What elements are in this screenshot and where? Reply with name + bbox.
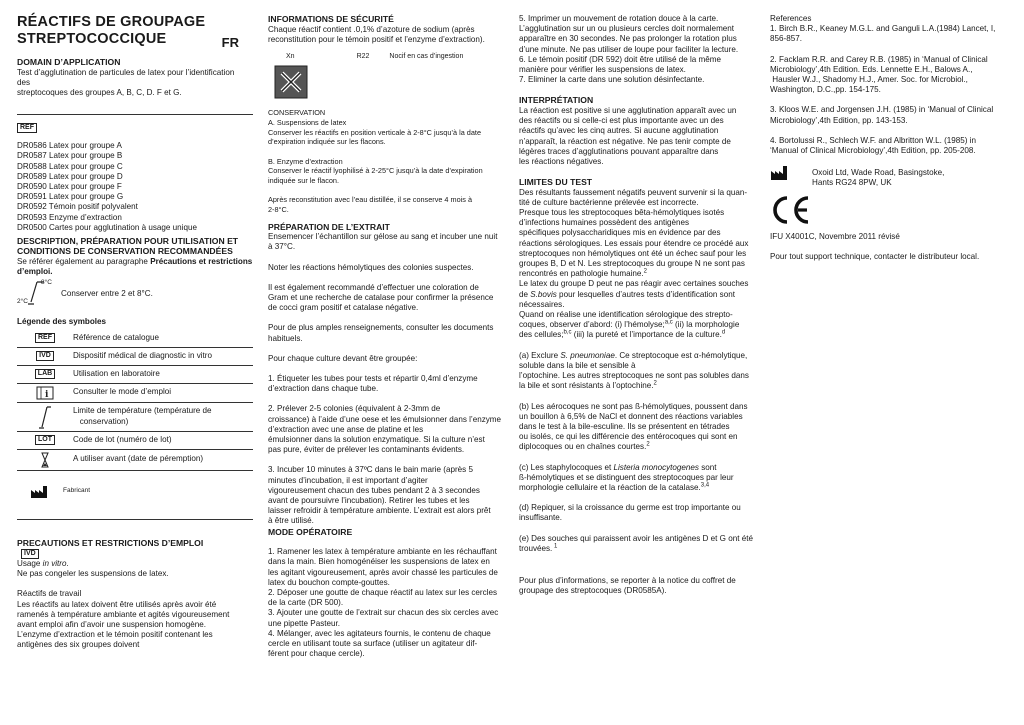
product-item: DR0587 Latex pour groupe B [17, 151, 123, 161]
domain-text: des [17, 77, 31, 87]
column-3: 5. Imprimer un mouvement de rotation douce à la carte. L’agglutination sur un ou plusieurs cercles doit normalement apparaître en 30 secondes. Ne pas prolonger la rotation plus d’une minute. Ne pas utiliser de loupe pour faciliter la lecture. 6. Le témoin positif (DR 592) doit être utilisé de la même manière pour vérifier les suspensions de latex. 7. Eliminer la carte dans une solution désinfectante. INTERPRÉTATION La réaction est positive si une agglutination apparaît avec un des réactifs ou si celle-ci est plus importante avec un des réactifs qu’avec les cinq autres. Si aucune agglutination n’apparaît, la réaction est négative. Ne pas tenir compte de légères traces d’agglutinations pouvant apparaître dans les réactions négatives. LIMITES DU TEST Des résultants faussement négatifs peuvent survenir si la quan- tité de culture bactérienne prélevée est incorrecte. Presque tous les streptocoques bêta-hémolytiques isotés d’infections humaines possèdent des antigènes spécifiques polysaccharidiques mis en évidence par des réactions sérologiques. Les essais pour étendre ce procédé aux streptocoques non hémolytiques ont été un échec sauf pour les groupes B, D et N. Les streptocoques du groupe N ne sont pas rencontrés en pathologie humaine.$^2$ Le latex du groupe D peut ne pas réagir avec certaines souches de S.bovis pour lesquelles d’autres tests d’identification sont nécessaires. Quand on réalise une identification sérologique des strepto- coques, observer d’abord: (i) l’hémolyse;$^{a,c}$ (ii) la morphologie des cellules;$^{b,c}$ (iii) la pureté et l’importance de la culture.$^d$ (a) Exclure S. pneumoniae. Ce streptocoque est α-hémolytique, soluble dans la bile et sensible à l’optochine. Les autres streptocoques ne sont pas solubles dans la bile et sont résistants à l’optochine.$^2$ (b) Les aérocoques ne sont pas ß-hémolytiques, poussent dans un bouillon à 6,5% de NaCl et donnent des réactions variables dans le test à la bile-esculine. Ils se présentent en tétrades ou isolés, ce qui les différencie des entérocoques qui sont en diplocoques ou en chaînes courtes.$^2$ (c) Les staphylocoques et Listeria monocytogenes sont ß-hémolytiques et se distinguent des streptocoques par leur morphologie cellulaire et la réaction de la catalase.$^{3,4}$ (d) Repiquer, si la croissance du germe est trop importante ou insuffisante. (e) Des souches qui paraissent avoir les antigènes D et G ont été trouvées. $^1$ Pour plus d’informations, se reporter à la notice du coffret de groupage des streptocoques (DR0585A). [519, 14, 757, 596]
working-reagents-heading: Réactifs de travail [17, 589, 82, 599]
reference-item: 1. Birch B.R., Keaney M.G.L. and Ganguli L.A.(1984) Lancet, I, [770, 24, 996, 34]
domain-heading: DOMAIN D’APPLICATION [17, 57, 121, 67]
support-text: Pour tout support technique, contacter le distributeur local. [770, 252, 980, 262]
working-reagents-text: L’enzyme d’extraction et le témoin positif contenant les [17, 630, 213, 640]
working-reagents-text: antigènes des six groupes doivent [17, 640, 140, 650]
working-reagents-text: Les réactifs au latex doivent être utilisés après avoir été [17, 599, 217, 609]
product-item: DR0588 Latex pour groupe C [17, 161, 123, 171]
interpretation-heading: INTERPRÉTATION [519, 95, 594, 106]
desc-ref-text: d’emploi. [17, 267, 53, 277]
legend-row: i Consulter le mode d’emploi [17, 384, 253, 403]
temp-high: 8°C [41, 279, 52, 287]
working-reagents-text: avant emploi afin d’avoir une suspension homogène. [17, 620, 206, 630]
working-reagents-text: ramenés à température ambiante et agités vigoureusement [17, 609, 230, 619]
domain-text: streptocoques des groupes A, B, C, D. F et G. [17, 87, 182, 97]
product-item: DR0590 Latex pour groupe F [17, 181, 122, 191]
column-2: INFORMATIONS DE SÉCURITÉ Chaque réactif contient .0,1% d’azoture de sodium (après reconstitution pour le témoin positif et l’enzyme d’extraction). Xn R22 Nocif en cas d’ingestion CONSERVATION A. Suspensions de latex Conserver les réactifs en position verticale à 2-8°C jusqu’à la date d’expiration indiquée sur les flacons. B. Enzyme d’extraction Conserver le réactif lyophilisé à 2-25°C jusqu’à la date d’expiration indiquée sur le flacon. Après reconstitution avec l’eau distillée, il se conserve 4 mois à 2-8°C. PRÉPARATION DE L’EXTRAIT Ensemencer l’échantillon sur gélose au sang et incuber une nuit à 37°C. Noter les réactions hémolytiques des colonies suspectes. Il est également recommandé d’effectuer une coloration de Gram et une recherche de catalase pour confirmer la présence de cocci gram positif et catalase négative. Pour de plus amples renseignements, consulter les documents habituels. Pour chaque culture devant être groupée: 1. Étiqueter les tubes pour tests et répartir 0,4ml d’enzyme d’extraction dans chaque tube. 2. Prélever 2-5 colonies (équivalent à 2-3mm de croissance) à l’aide d’une oese et les émulsionner dans l’enzyme d’extraction avec une anse de platine et les émulsionner dans la solution enzymatique. Si la culture n’est pas pure, éviter de prélever les contaminants évidents. 3. Incuber 10 minutes à 37ºC dans le bain marie (après 5 minutes d’incubation, il est important d’agiter vigoureusement chacun des tubes pendant 2 à 3 secondes avant de poursuivre l’incubation). Retirer les tubes et les laisser refroidir à température ambiente. L’extrait est alors prêt à être utilisé. MODE OPÉRATOIRE 1. Ramener les latex à température ambiante en les réchauffant dans la main. Bien homogénéiser les suspensions de latex en les agitant vigoureusement, après avoir chassé les particules de latex du bouchon compte-gouttes. 2. Déposer une goutte de chaque réactif au latex sur les cercles de la carte (DR 500). 3. Ajouter une goutte de l’extrait sur chacun des six cercles avec une pipette Pasteur. 4. Mélanger, avec les agitateurs fournis, le contenu de chaque cercle en utilisant toute sa surface (utiliser un agitateur dif- férent pour chaque cercle). [268, 14, 506, 659]
ivd-symbol: IVD [21, 549, 39, 559]
reference-item: 4. Bortolussi R., Schlech W.F. and Albritton W.L. (1985) in [770, 135, 977, 145]
prep-heading: PRÉPARATION DE L’EXTRAIT [268, 221, 390, 232]
factory-icon [30, 485, 50, 499]
domain-text: Test d’agglutination de particules de latex pour l’identification [17, 67, 235, 77]
factory-icon [770, 165, 792, 181]
legend-heading: Légende des symboles [17, 317, 107, 327]
column-1 [17, 14, 253, 651]
ref-symbol: REF [17, 123, 37, 133]
precautions-heading: PRECAUTIONS ET RESTRICTIONS D’EMPLOI [17, 537, 204, 548]
risk-text: Nocif en cas d’ingestion [389, 52, 464, 60]
doc-title-line1: RÉACTIFS DE GROUPAGE [17, 14, 206, 30]
hazard-code: Xn [286, 52, 295, 60]
references-heading: References [770, 14, 812, 23]
desc-heading: CONDITIONS DE CONSERVATION RECOMMANDÉES [17, 246, 233, 257]
conservation-heading: CONSERVATION [268, 108, 326, 118]
procedure-heading: MODE OPÉRATOIRE [268, 526, 353, 537]
desc-heading: DESCRIPTION, PRÉPARATION POUR UTILISATION ET [17, 235, 239, 246]
legend-row: LAB Utilisation en laboratoire [17, 366, 253, 384]
legend-row: REF Référence de catalogue [17, 330, 253, 348]
limits-heading: LIMITES DU TEST [519, 177, 593, 188]
reference-item: 3. Kloos W.E. and Jorgensen J.H. (1985) in ‘Manual of Clinical [770, 105, 994, 115]
safety-text: Chaque réactif contient .0,1% d’azoture de sodium (après [268, 24, 475, 34]
temp-low: 2°C [17, 298, 28, 306]
product-item: DR0591 Latex pour groupe G [17, 192, 124, 202]
legend-row: A utiliser avant (date de péremption) [17, 450, 253, 471]
legend-row: LOT Code de lot (numéro de lot) [17, 432, 253, 450]
lot-icon: LOT [35, 435, 55, 445]
storage-temperature [17, 277, 253, 309]
column-4: References 1. Birch B.R., Keaney M.G.L. and Ganguli L.A.(1984) Lancet, I, 856-857. 2. Facklam R.R. and Carey R.B. (1985) in ‘Manual of Clinical Microbiology’,4th Edition. Eds. Lennette E.H., Balows A., Hausler W.J., Shadomy H.J., Amer. Soc. for Microbiol., Washington, D.C.,pp. 154-175. 3. Kloos W.E. and Jorgensen J.H. (1985) in ‘Manual of Clinical Microbiology’,4th Edition, pp. 143-153. 4. Bortolussi R., Schlech W.F. and Albritton W.L. (1985) in ‘Manual of Clinical Microbiology’,4th Edition, pp. 205-208. Oxoid Ltd, Wade Road, Basingstoke, Hants RG24 8PW, UK IFU X4001C, Novembre 2011 révisé Pour tout support technique, contacter le distributeur local. [770, 14, 1008, 262]
legend-table [17, 330, 253, 501]
product-item: DR0592 Témoin positif polyvalent [17, 202, 138, 212]
hourglass-icon [40, 452, 50, 468]
temperature-limit-icon [36, 405, 54, 429]
hazard-row [286, 52, 506, 62]
product-item: DR0589 Latex pour groupe D [17, 171, 123, 181]
language-code: FR [221, 34, 239, 50]
product-item: DR0586 Latex pour groupe A [17, 141, 122, 151]
conservation-block: CONSERVATION A. Suspensions de latex Conserver les réactifs en position verticale à 2-8°C jusqu’à la date d’expiration indiquée sur les flacons. B. Enzyme d’extraction Conserver le réactif lyophilisé à 2-25°C jusqu’à la date d’expiration indiquée sur le flacon. Après reconstitution avec l’eau distillée, il se conserve 4 mois à 2-8°C. [268, 108, 506, 214]
ivd-icon: IVD [36, 351, 54, 361]
usage-text: Usage in vitro. [17, 559, 69, 569]
ce-mark-logo [770, 195, 814, 225]
manufacturer-address: Oxoid Ltd, Wade Road, Basingstoke, [812, 168, 945, 178]
conserve-text: Conserver entre 2 et 8°C. [61, 289, 153, 299]
harmful-hazard-icon [274, 65, 308, 99]
legend-row: Fabricant [17, 471, 253, 501]
legend-row: IVD Dispositif médical de diagnostic in vitro [17, 348, 253, 366]
safety-heading: INFORMATIONS DE SÉCURITÉ [268, 14, 394, 24]
svg-text:i: i [45, 389, 49, 400]
product-list [17, 141, 253, 233]
risk-code: R22 [356, 52, 370, 60]
manufacturer [770, 164, 1008, 188]
lab-icon: LAB [35, 369, 55, 379]
desc-ref-text: Se référer également au paragraphe Précautions et restrictions [17, 256, 253, 266]
instructions-icon [36, 386, 54, 400]
ref-icon: REF [35, 333, 55, 343]
manufacturer-address: Hants RG24 8PW, UK [812, 178, 892, 188]
reference-item: 2. Facklam R.R. and Carey R.B. (1985) in ‘Manual of Clinical [770, 54, 988, 64]
doc-title-line2: STREPTOCOCCIQUE [17, 31, 167, 47]
ifu-revision: IFU X4001C, Novembre 2011 révisé [770, 231, 900, 241]
freeze-text: Ne pas congeler les suspensions de latex. [17, 569, 169, 579]
product-item: DR0593 Enzyme d’extraction [17, 212, 122, 222]
safety-text: reconstitution pour le témoin positif et l’enzyme d’extraction). [268, 34, 485, 44]
product-item: DR0500 Cartes pour agglutination à usage unique [17, 222, 197, 232]
legend-row: Limite de température (température de conservation) [17, 403, 253, 432]
